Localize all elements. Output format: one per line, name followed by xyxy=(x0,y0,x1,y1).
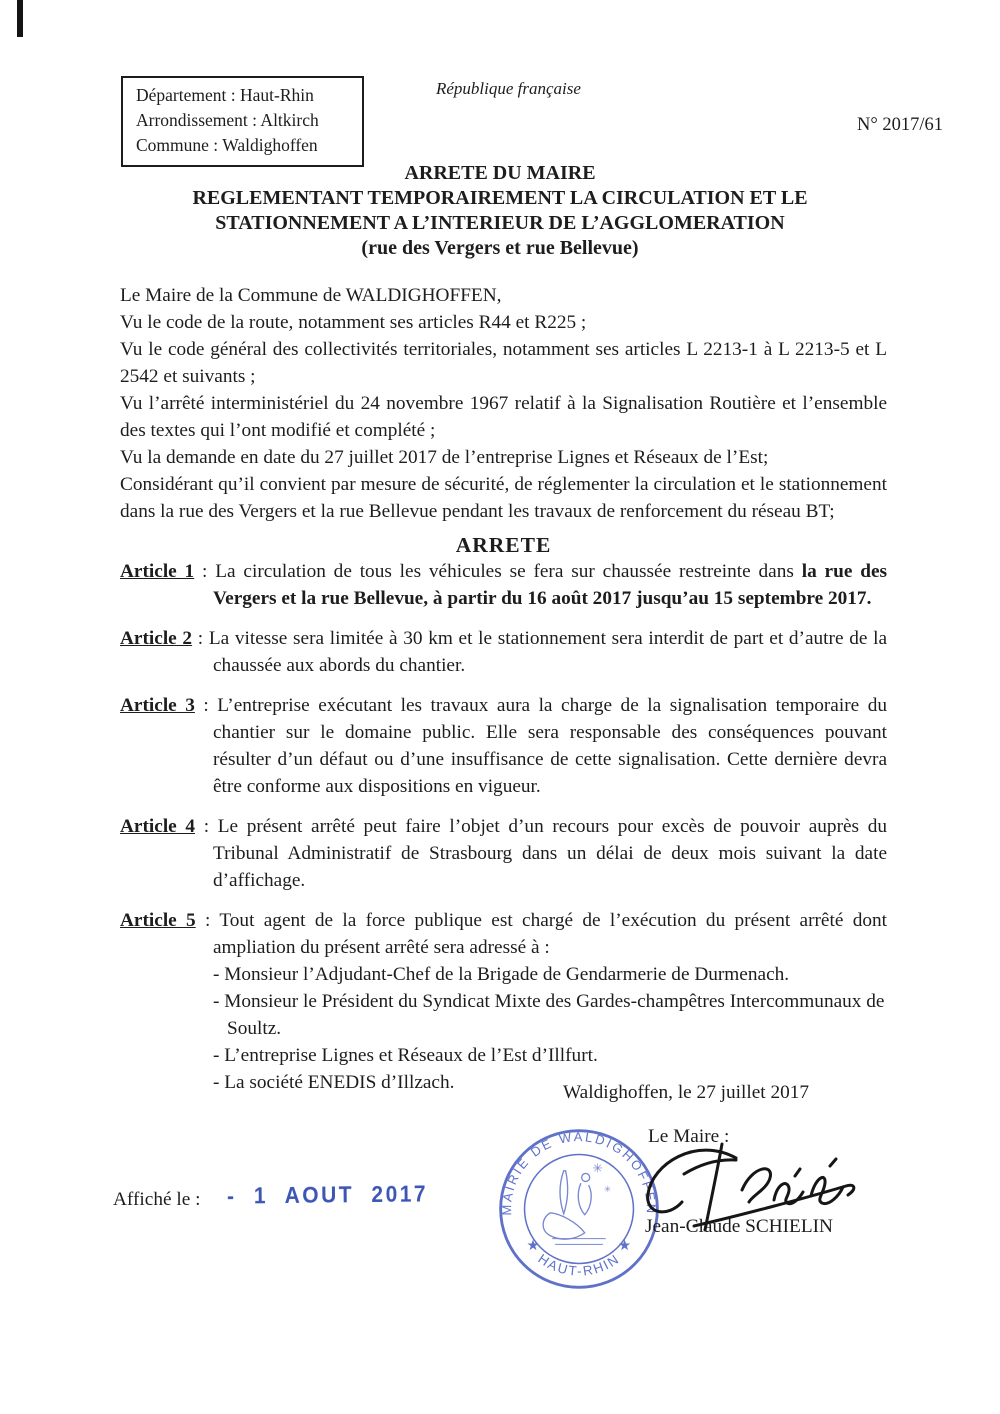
republic-label: République française xyxy=(436,79,581,98)
article-separator: : xyxy=(195,910,220,931)
article-5 xyxy=(120,907,887,1096)
signatory-name: Jean-Claude SCHIELIN xyxy=(645,1216,833,1237)
article-text: L’entreprise exécutant les travaux aura la charge de la signalisation temporaire du chantier sur le domaine public. Elle sera responsable des conséquences pouvant résulter d’un défaut ou d’une insuffisance de cette signalisation. Cette dernière devra être conforme aux dispositions en vigueur. xyxy=(213,695,887,797)
stamp-inner-circle xyxy=(525,1155,634,1264)
article5-list-item: - La société ENEDIS d’Illzach. xyxy=(213,1072,455,1093)
articles xyxy=(120,558,887,1109)
article-4 xyxy=(120,813,887,894)
svg-text:✳: ✳ xyxy=(603,1183,612,1194)
article5-list-item: - Monsieur l’Adjudant-Chef de la Brigade de Gendarmerie de Durmenach. xyxy=(213,964,790,985)
article-1 xyxy=(120,558,887,612)
article-3 xyxy=(120,692,887,800)
title-block xyxy=(0,161,1000,261)
scan-artifact xyxy=(17,0,23,37)
article-text-bold: la rue des Vergers et la rue Bellevue, à partir du 16 août 2017 jusqu’au 15 septembre 2017. xyxy=(213,561,887,609)
stamp-bottom-text: HAUT-RHIN xyxy=(535,1250,623,1279)
admin-box xyxy=(121,76,364,167)
title-line-4: (rue des Vergers et rue Bellevue) xyxy=(361,237,639,259)
preamble-paragraph: Vu la demande en date du 27 juillet 2017 de l’entreprise Lignes et Réseaux de l’Est; xyxy=(120,447,769,468)
doc-number: N° 2017/61 xyxy=(857,115,944,135)
article5-list-item: - Monsieur le Président du Syndicat Mixte des Gardes-champêtres Intercommunaux de Soultz. xyxy=(213,991,885,1039)
svg-text:✳: ✳ xyxy=(592,1161,603,1176)
article-text: La vitesse sera limitée à 30 km et le stationnement sera interdit de part et d’autre de la chaussée aux abords du chantier. xyxy=(208,628,888,676)
stamp-top-text: MAIRIE DE WALDIGHOFFEN xyxy=(499,1129,659,1216)
posted-row xyxy=(113,1181,429,1211)
posted-label: Affiché le : xyxy=(113,1189,201,1210)
preamble-paragraph: Vu le code de la route, notamment ses articles R44 et R225 ; xyxy=(120,312,587,333)
title-line-1: ARRETE DU MAIRE xyxy=(404,162,596,184)
admin-box-line-arrondissement: Arrondissement : Altkirch xyxy=(136,110,319,130)
article-label: Article 3 xyxy=(120,695,195,716)
article-text: La circulation de tous les véhicules se fera sur chaussée restreinte dans xyxy=(215,561,802,582)
preamble xyxy=(120,282,887,559)
article-label: Article 1 xyxy=(120,561,195,582)
article-separator: : xyxy=(194,695,218,716)
title-line-2: REGLEMENTANT TEMPORAIREMENT LA CIRCULATION ET LE xyxy=(192,187,808,209)
preamble-paragraph: Vu l’arrêté interministériel du 24 novembre 1967 relatif à la Signalisation Routière et l’ensemble des textes qui l’ont modifié et complété ; xyxy=(120,393,887,441)
admin-box-line-commune: Commune : Waldighoffen xyxy=(136,135,318,155)
article-text: Le présent arrêté peut faire l’objet d’un recours pour excès de pouvoir auprès du Tribunal Administratif de Strasbourg dans un délai de deux mois suivant la date d’affichage. xyxy=(213,816,887,891)
preamble-paragraph: Vu le code général des collectivités territoriales, notamment ses articles L 2213-1 à L 2213-5 et L 2542 et suivants ; xyxy=(120,339,887,387)
stamp-emblem xyxy=(543,1162,612,1245)
decree-heading: ARRETE xyxy=(455,533,552,557)
posted-date-stamp: - 1 AOUT 2017 xyxy=(227,1181,429,1210)
preamble-paragraph: Considérant qu’il convient par mesure de sécurité, de réglementer la circulation et le stationnement dans la rue des Vergers et la rue Bellevue pendant les travaux de renforcement du réseau BT; xyxy=(120,474,887,522)
article5-list xyxy=(213,961,887,1096)
article-2 xyxy=(120,625,887,679)
mayor-title-label: Le Maire : xyxy=(648,1126,730,1147)
admin-box-line-departement: Département : Haut-Rhin xyxy=(136,85,314,105)
article-label: Article 5 xyxy=(120,910,196,931)
article-separator: : xyxy=(194,561,216,582)
preamble-paragraph: Le Maire de la Commune de WALDIGHOFFEN, xyxy=(120,285,502,306)
stamp-star-left: ★ xyxy=(526,1238,540,1255)
article-separator: : xyxy=(192,628,209,649)
place-date: Waldighoffen, le 27 juillet 2017 xyxy=(563,1082,810,1103)
article-text: Tout agent de la force publique est chargé de l’exécution du présent arrêté dont ampliation du présent arrêté sera adressé à : xyxy=(213,910,887,958)
article5-list-item: - L’entreprise Lignes et Réseaux de l’Est d’Illfurt. xyxy=(213,1045,598,1066)
article-label: Article 2 xyxy=(120,628,193,649)
title-line-3: STATIONNEMENT A L’INTERIEUR DE L’AGGLOMERATION xyxy=(215,212,785,234)
stamp-star-right: ★ xyxy=(618,1238,632,1255)
article-label: Article 4 xyxy=(120,816,196,837)
article-separator: : xyxy=(195,816,218,837)
